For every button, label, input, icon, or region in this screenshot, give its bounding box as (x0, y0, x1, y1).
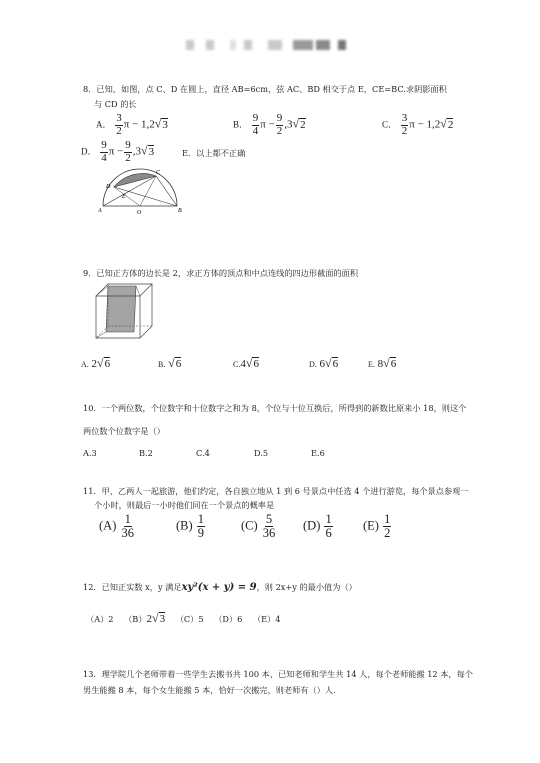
q10-option-c: C.4 (196, 448, 210, 458)
q9-option-e: E. 8√6 (368, 356, 397, 370)
q12-option-d: （D）6 (214, 614, 243, 624)
q11-stem-line2: 个小时，则最后一小时他们同在一个景点的概率是 (94, 500, 275, 510)
radius-od (114, 187, 140, 206)
q10-stem-line2: 两位数个位数字是（） (83, 426, 165, 436)
q12-option-a: （A）2 (86, 614, 114, 624)
q12-option-e: （E）4 (252, 614, 281, 624)
cube-right-face (140, 284, 152, 338)
q12-option-b: （B）2√3 (124, 611, 166, 625)
label-d: D (106, 184, 111, 190)
q11-stem-line1: 11．甲、乙两人一起旅游，他们约定，各自独立地从 1 到 6 号景点中任选 4 个进行游览，每个景点参观一 (83, 486, 469, 496)
q9-option-d: D. 6√6 (309, 356, 339, 370)
q8-stem-line2: 与 CD 的长 (94, 99, 137, 109)
q10-option-d: D.5 (254, 448, 269, 458)
q12-stem: 12．已知正实数 x，y 满足xy²(x + y) = 9，则 2x+y 的最小值为（） (83, 582, 357, 593)
q11-option-b: (B) $\frac{1}{9}$ (176, 512, 205, 541)
label-e: E (122, 194, 126, 200)
q8-option-d: D． $\frac{9}{4}$ π − $\frac{9}{2}$ ,3√3 (81, 139, 155, 164)
q9-option-b: B. √6 (158, 356, 182, 370)
q9-option-a: A. 2√6 (81, 356, 111, 370)
q12-equation: xy²(x + y) = 9 (181, 582, 257, 593)
q12-option-c: （C）5 (175, 614, 204, 624)
q11-option-e: (E) $\frac{1}{2}$ (363, 512, 391, 541)
q9-stem: 9．已知正方体的边长是 2，求正方体的顶点和中点连线的四边形截面的面积 (83, 268, 359, 278)
q10-option-a: A.3 (83, 448, 97, 458)
q13-stem-line2: 男生能搬 8 本，每个女生能搬 5 本，恰好一次搬完，则老师有（）人. (83, 685, 336, 695)
q13-stem-line1: 13．理学院几个老师带着一些学生去搬书共 100 本，已知老师和学生共 14 人，每个老师能搬 12 本，每个 (83, 669, 473, 679)
shaded-segment (114, 173, 156, 187)
q11-option-d: (D) $\frac{1}{6}$ (303, 512, 332, 541)
label-b: B (178, 208, 182, 214)
q11-option-c: (C) $\frac{5}{36}$ (241, 512, 276, 541)
q12-options (86, 611, 281, 626)
q9-option-c: C.4√6 (233, 356, 259, 370)
q10-option-e: E.6 (311, 448, 325, 458)
label-o: O (137, 210, 142, 216)
q10-stem-line1: 10．一个两位数，个位数字和十位数字之和为 8，个位与十位互换后，所得到的新数比原来小 18，则这个 (83, 403, 467, 413)
q8-option-b: B． $\frac{9}{4}$ π − $\frac{9}{2}$ ,3√2 (233, 112, 306, 137)
q8-semicircle-figure (98, 166, 184, 216)
label-a: A (98, 208, 102, 214)
label-c: C (156, 170, 161, 176)
q10-option-b: B.2 (139, 448, 153, 458)
q8-option-a: A． $\frac{3}{2}$ π − 1,2√3 (96, 112, 168, 137)
q9-cube-figure (94, 282, 156, 340)
q11-option-a: (A) $\frac{1}{36}$ (99, 512, 134, 541)
q8-option-e: E．以上都不正确 (182, 148, 246, 158)
q8-stem-line1: 8．已知，如图，点 C、D 在圆上，直径 AB=6cm，弦 AC、BD 相交于点 E，CE=BC.求阴影面积 (83, 84, 447, 94)
q8-option-c: C． $\frac{3}{2}$ π − 1,2√2 (382, 112, 454, 137)
cross-section (106, 286, 136, 332)
